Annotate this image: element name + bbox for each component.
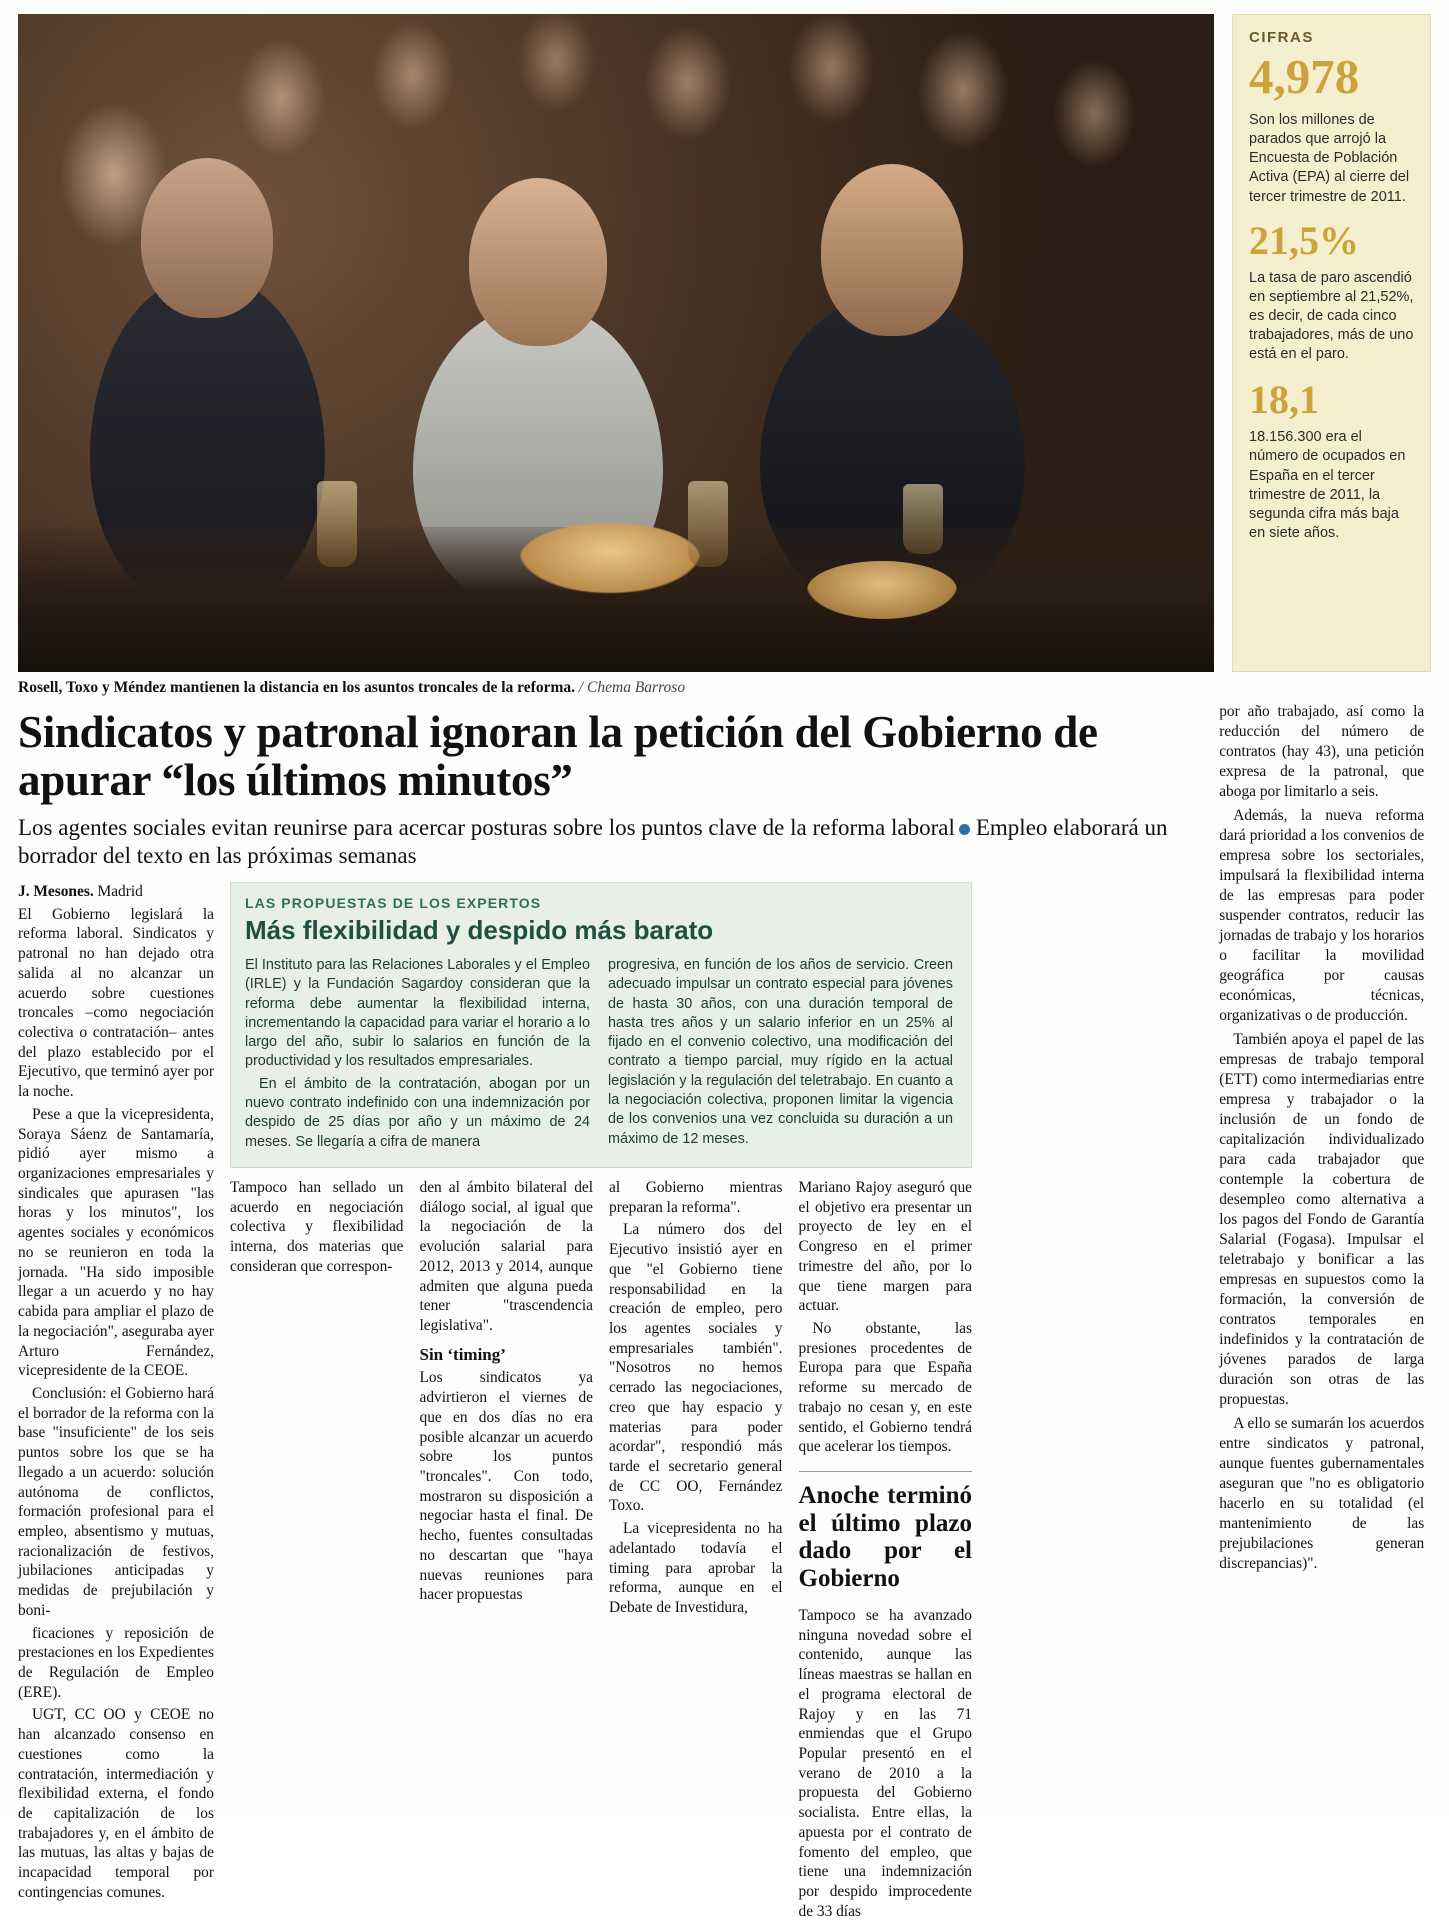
- cifra-text-2: La tasa de paro ascendió en septiembre al 21,52%, es decir, de cada cinco trabajadores, más de uno está en el paro.: [1249, 269, 1414, 363]
- photo-glass: [317, 481, 357, 567]
- paragraph: No obstante, las presiones procedentes de Europa para que España reforme su mercado de trabajo no cesan y, en este sentido, el Gobierno tendrá que acelerar los tiempos.: [798, 1319, 972, 1456]
- article-column-4: [609, 1178, 783, 1925]
- section-subhead: Sin ‘timing’: [419, 1344, 506, 1364]
- paragraph: por año trabajado, así como la reducción del número de contratos (hay 43), una petición expresa de la patronal, que aboga por limitarlo a seis.: [1219, 702, 1425, 800]
- paragraph: Mariano Rajoy aseguró que el objetivo era presentar un proyecto de ley en el Congreso en el primer trimestre del año, por lo que tiene margen para actuar.: [798, 1178, 972, 1315]
- top-section: [0, 0, 1449, 702]
- byline-place: Madrid: [97, 882, 143, 900]
- paragraph: El Instituto para las Relaciones Laborales y el Empleo (IRLE) y la Fundación Sagardoy consideran que la reforma debe aumentar la flexibilidad interna, incrementando la capacidad para variar el horario a lo largo del año, subir lo salarios en función de la productividad y los resultados empresariales.: [245, 956, 590, 1070]
- paragraph: Además, la nueva reforma dará prioridad a los convenios de empresa sobre los sectoriales, impulsará la flexibilidad interna de las empresas para poder suspender contratos, reducir las jornadas de trabajo y los horarios o facilitar la movilidad geográfica por causas económicas, técnicas, organizativas o de producción.: [1219, 806, 1425, 1024]
- experts-column-right: [608, 956, 953, 1155]
- paragraph: Pese a que la vicepresidenta, Soraya Sáenz de Santamaría, pidió ayer mismo a organizaciones empresariales y sindicales que apurasen "las horas y los minutos", los agentes sociales y económicos no se reunieron en toda la jornada. "Ha sido imposible llegar a un acuerdo y no hay cabida para ampliar el plazo de la negociación", aseguraba ayer Arturo Fernández, vicepresidente de la CEOE.: [18, 1105, 214, 1380]
- cifra-text-1: Son los millones de parados que arrojó la Encuesta de Población Activa (EPA) al cierre del tercer trimestre de 2011.: [1249, 112, 1410, 205]
- secondary-headline: Anoche terminó el último plazo dado por el Gobierno: [799, 1471, 973, 1592]
- paragraph: Tampoco se ha avanzado ninguna novedad sobre el contenido, aunque las líneas maestras se hallan en el programa electoral de Rajoy y en las 71 enmiendas que el Grupo Popular presentó en el verano de 2010 a la propuesta del Gobierno socialista. Entre ellas, la apuesta por el contrato de fomento del empleo, que tiene una indemnización por despido improcedente de 33 días: [798, 1607, 972, 1920]
- paragraph: den al ámbito bilateral del diálogo social, al igual que la negociación de la evolución salarial para 2012, 2013 y 2014, aunque admiten que alguna pueda tener "trascendencia legislativa".: [419, 1178, 593, 1334]
- article-center-block: [230, 882, 972, 1925]
- paragraph: progresiva, en función de los años de servicio. Creen adecuado impulsar un contrato especial para jóvenes de hasta 30 años, con una duración temporal de hasta tres años y un salario inferior en un 25% al fijado en el convenio colectivo, una modificación del contrato a tiempo parcial, muy rígido en la actual legislación y la regulación del teletrabajo. En cuanto a la negociación colectiva, proponen limitar la vigencia de los convenios una vez concluida su duración a un máximo de 12 meses.: [608, 956, 953, 1147]
- paragraph: El Gobierno legislará la reforma laboral. Sindicatos y patronal no han dejado otra salida al no alcanzar un acuerdo sobre cuestiones troncales –como negociación colectiva o contratación– antes del plazo establecido por el Ejecutivo, que terminó ayer por la noche.: [18, 905, 214, 1101]
- article-subheadline: [18, 814, 1185, 870]
- photo-caption: [18, 672, 1214, 702]
- paragraph: A ello se sumarán los acuerdos entre sindicatos y patronal, aunque fuentes gubernamentales aseguran que "no es obligatorio hacerlo en su totalidad (el mantenimiento de las prejubilaciones generan discrepancias)".: [1219, 1415, 1425, 1573]
- cifra-number-1: 4,978: [1249, 49, 1360, 104]
- paragraph: ficaciones y reposición de prestaciones en los Expedientes de Regulación de Empleo (ERE).: [18, 1624, 214, 1701]
- paragraph: Los sindicatos ya advirtieron el viernes de que en dos días no era posible alcanzar un acuerdo sobre los puntos "troncales". Con todo, mostraron su disposición a negociar hasta el final. De hecho, fuentes consultadas no descartan que "haya nuevas reuniones para hacer propuestas: [419, 1369, 593, 1604]
- paragraph: al Gobierno mientras preparan la reforma".: [609, 1178, 783, 1216]
- photo-caption-text: Rosell, Toxo y Méndez mantienen la distancia en los asuntos troncales de la reforma.: [18, 679, 575, 696]
- photo-bread-basket: [520, 523, 700, 593]
- cifra-number-3: 18,1: [1249, 377, 1319, 423]
- main-layout: [0, 702, 1449, 1925]
- subheadline-part-1: Los agentes sociales evitan reunirse para acercar posturas sobre los puntos clave de la reforma laboral: [18, 814, 955, 840]
- paragraph: Tampoco han sellado un acuerdo en negociación colectiva y flexibilidad interna, dos materias que consideran que correspon-: [230, 1178, 404, 1275]
- cifras-title: CIFRAS: [1249, 29, 1314, 46]
- paragraph: En el ámbito de la contratación, abogan por un nuevo contrato indefinido con una indemnización por despido de 25 días por año y un máximo de 24 meses. Se llegaría a cifra de manera: [245, 1075, 590, 1150]
- experts-box: [230, 882, 972, 1168]
- cifra-number-2: 21,5%: [1249, 217, 1359, 263]
- cifra-text-3: 18.156.300 era el número de ocupados en España en el tercer trimestre de 2011, la segunda cifra más baja en siete años.: [1249, 429, 1406, 541]
- photo-credit: / Chema Barroso: [578, 679, 686, 696]
- article-column-5: [799, 1178, 973, 1925]
- experts-columns: [245, 956, 957, 1155]
- article-columns-top: [18, 882, 1185, 1925]
- paragraph: También apoya el papel de las empresas de trabajo temporal (ETT) como intermediarias entre empresa y trabajador o la inclusión de un fondo de capitalización individualizado para cada trabajador que contemple la cobertura de desempleo como alternativa a los pagos del Fondo de Garantía Salarial (Fogasa). Impulsar el teletrabajo y bonificar a las empresas en supuestos como la formación, la conversión de contratos temporales en indefinidos y la contratación de jóvenes parados de larga duración son otras de las propuestas.: [1219, 1030, 1425, 1409]
- news-photo: [18, 14, 1214, 672]
- byline: [18, 882, 214, 902]
- paragraph: UGT, CC OO y CEOE no han alcanzado consenso en cuestiones como la contratación, intermediación y flexibilidad externa, el fondo de capitalización de los trabajadores y, en el ámbito de las mutuas, las altas y bajas de incapacidad temporal por contingencias comunes.: [18, 1706, 214, 1901]
- article-right-rail: [1219, 702, 1431, 1925]
- byline-author: J. Mesones.: [18, 882, 94, 900]
- article-column-2: [230, 1178, 404, 1925]
- article-column-1: [18, 882, 214, 1925]
- paragraph: La vicepresidenta no ha adelantado todavía el timing para aprobar la reforma, aunque en el Debate de Investidura,: [609, 1520, 783, 1617]
- subheadline-part-2: Empleo elaborará un borrador del texto en las próximas semanas: [18, 814, 1168, 868]
- bullet-icon: [959, 824, 970, 835]
- photo-block: [18, 14, 1214, 702]
- article-columns-lower: [230, 1178, 972, 1925]
- paragraph: Conclusión: el Gobierno hará el borrador de la reforma con la base "insuficiente" de los seis puntos sobre los que se ha llegado a un acuerdo: solución autónoma de conflictos, formación profesional para el empleo, absentismo y mutuas, racionalización de festivos, jubilaciones anticipadas y medidas de prejubilación y boni-: [18, 1384, 214, 1619]
- photo-glass: [903, 484, 943, 554]
- experts-kicker: LAS PROPUESTAS DE LOS EXPERTOS: [245, 894, 542, 911]
- article-column-3: [420, 1178, 594, 1925]
- cifras-sidebar: [1232, 14, 1431, 672]
- paragraph: La número dos del Ejecutivo insistió ayer en que "el Gobierno tiene responsabilidad en la creación de empleo, pero los agentes sociales y empresariales también". "Nosotros no hemos cerrado las negociaciones, creo que hay espacio y materias para poder acordar", respondió más tarde el secretario general de CC OO, Fernández Toxo.: [609, 1221, 783, 1515]
- experts-column-left: [245, 956, 590, 1155]
- article-left: [18, 702, 1185, 1925]
- photo-glass: [688, 481, 728, 567]
- page-title: Sindicatos y patronal ignoran la petición del Gobierno de apurar “los últimos minutos”: [18, 706, 1098, 805]
- article-column-6: [1219, 702, 1424, 1575]
- experts-title: Más flexibilidad y despido más barato: [245, 914, 714, 945]
